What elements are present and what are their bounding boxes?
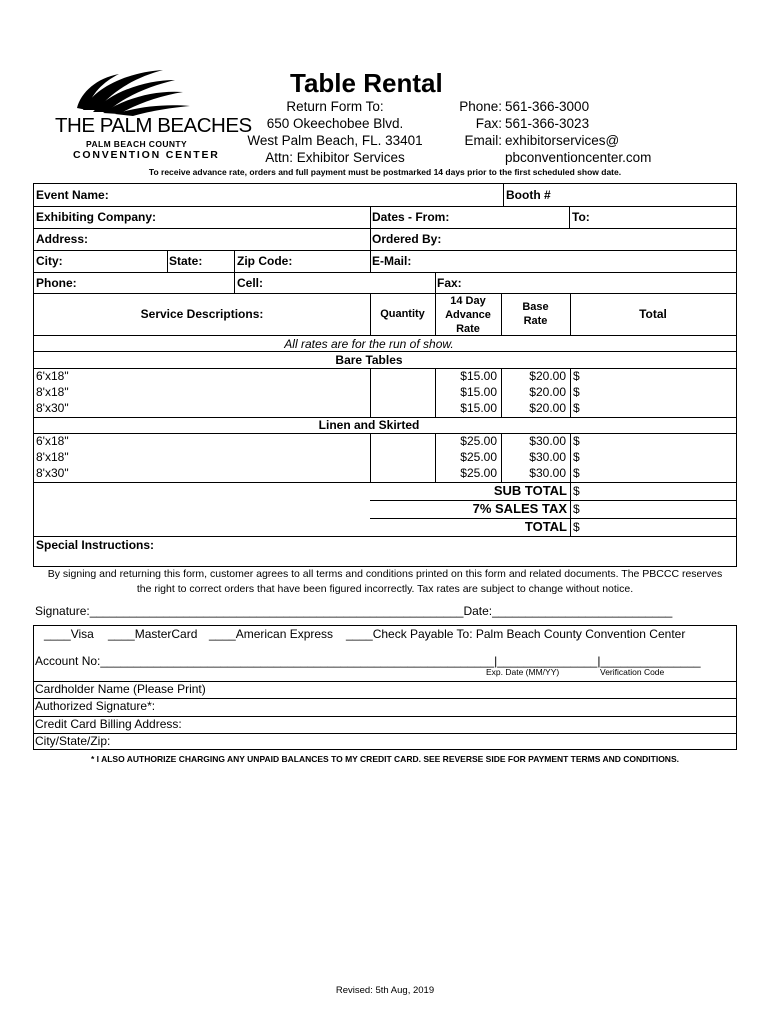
line-total[interactable]: $	[573, 466, 580, 480]
logo-title: THE PALM BEACHES	[55, 114, 252, 137]
line-total[interactable]: $	[573, 450, 580, 464]
postmark-notice: To receive advance rate, orders and full payment must be postmarked 14 days prior to the first scheduled show date.	[148, 167, 622, 177]
base-rate: $20.00	[529, 369, 566, 383]
base-rate: $30.00	[529, 450, 566, 464]
total-label: TOTAL	[524, 519, 567, 534]
exp-date-label: Exp. Date (MM/YY)	[486, 667, 560, 677]
special-instructions-field[interactable]: Special Instructions:	[36, 538, 155, 552]
total-header: Total	[639, 307, 667, 321]
advance-rate-line: Rate	[456, 323, 480, 335]
cardholder-name-field[interactable]: Cardholder Name (Please Print)	[35, 682, 206, 696]
base-rate: $30.00	[529, 434, 566, 448]
advance-rate: $25.00	[460, 434, 497, 448]
phone-label: Phone:	[459, 99, 502, 114]
advance-rate-line: Advance	[445, 309, 491, 321]
subtotal-label: SUB TOTAL	[493, 483, 567, 498]
authorized-signature-field[interactable]: Authorized Signature*:	[35, 699, 156, 713]
base-rate: $20.00	[529, 385, 566, 399]
account-number-field[interactable]: Account No:___________________________________________________________|_______________|_______________	[35, 654, 701, 668]
signature-line	[35, 604, 672, 618]
logo-subtitle-2: CONVENTION CENTER	[73, 149, 220, 161]
advance-rate-header	[435, 294, 501, 336]
section-title: Linen and Skirted	[318, 418, 420, 432]
return-line: West Palm Beach, FL. 33401	[247, 133, 423, 148]
fax-label: Fax:	[475, 116, 502, 131]
city-field[interactable]: City:	[36, 254, 63, 268]
booth-field[interactable]: Booth #	[506, 188, 551, 202]
sales-tax-value[interactable]: $	[573, 502, 580, 516]
fax-field[interactable]: Fax:	[437, 276, 462, 290]
email-value-1: exhibitorservices@	[505, 133, 620, 148]
advance-rate: $15.00	[460, 385, 497, 399]
check-option[interactable]: ____Check Payable To: Palm Beach County Convention Center	[346, 627, 686, 641]
run-of-show-note: All rates are for the run of show.	[284, 337, 454, 351]
state-field[interactable]: State:	[169, 254, 203, 268]
email-value-2: pbconventioncenter.com	[505, 150, 652, 165]
exhibiting-company-field[interactable]: Exhibiting Company:	[36, 210, 156, 224]
advance-rate: $25.00	[460, 450, 497, 464]
contact-labels	[445, 98, 502, 149]
logo	[55, 68, 252, 163]
zip-code-field[interactable]: Zip Code:	[237, 254, 293, 268]
event-name-field[interactable]: Event Name:	[36, 188, 109, 202]
total-value[interactable]: $	[573, 520, 580, 534]
ordered-by-field[interactable]: Ordered By:	[372, 232, 442, 246]
quantity-header: Quantity	[380, 308, 425, 320]
item-description: 6'x18"	[36, 434, 69, 448]
base-rate-line: Rate	[523, 315, 548, 327]
item-description: 8'x18"	[36, 385, 69, 399]
phone-value: 561-366-3000	[505, 99, 590, 114]
item-description: 6'x18"	[36, 369, 69, 383]
palm-frond-icon	[55, 68, 230, 116]
page-title: Table Rental	[290, 68, 443, 98]
base-rate: $30.00	[529, 466, 566, 480]
base-rate-header	[501, 300, 570, 328]
advance-rate: $25.00	[460, 466, 497, 480]
return-address	[240, 98, 430, 166]
sales-tax-label: 7% SALES TAX	[472, 501, 567, 516]
verification-code-label: Verification Code	[600, 667, 665, 677]
phone-field[interactable]: Phone:	[36, 276, 77, 290]
line-total[interactable]: $	[573, 385, 580, 399]
return-line: 650 Okeechobee Blvd.	[266, 116, 404, 131]
signature-field[interactable]: Signature:________________________________________________________	[35, 604, 464, 618]
return-line: Return Form To:	[286, 99, 384, 114]
american-express-option[interactable]: ____American Express	[209, 627, 334, 641]
item-description: 8'x30"	[36, 466, 69, 480]
base-rate-line: Base	[522, 301, 549, 313]
email-field[interactable]: E-Mail:	[372, 254, 412, 268]
base-rate: $20.00	[529, 401, 566, 415]
advance-rate-line: 14 Day	[450, 295, 486, 307]
authorize-note: * I ALSO AUTHORIZE CHARGING ANY UNPAID BALANCES TO MY CREDIT CARD. SEE REVERSE SIDE FOR PAYMENT TERMS AND CONDITIONS.	[91, 754, 679, 764]
line-total[interactable]: $	[573, 434, 580, 448]
visa-option[interactable]: ____Visa	[44, 627, 94, 641]
order-form	[33, 183, 737, 567]
item-description: 8'x18"	[36, 450, 69, 464]
mastercard-option[interactable]: ____MasterCard	[108, 627, 198, 641]
advance-rate: $15.00	[460, 401, 497, 415]
payment-box	[33, 625, 737, 750]
email-label: Email:	[464, 133, 502, 148]
subtotal-value[interactable]: $	[573, 484, 580, 498]
line-total[interactable]: $	[573, 401, 580, 415]
logo-subtitle: PALM BEACH COUNTY	[86, 139, 188, 149]
cell-field[interactable]: Cell:	[237, 276, 264, 290]
line-total[interactable]: $	[573, 369, 580, 383]
item-description: 8'x30"	[36, 401, 69, 415]
advance-rate: $15.00	[460, 369, 497, 383]
date-field[interactable]: Date:___________________________	[463, 604, 673, 618]
billing-address-field[interactable]: Credit Card Billing Address:	[35, 717, 182, 731]
contact-values	[505, 98, 651, 166]
dates-to-field[interactable]: To:	[572, 210, 590, 224]
city-state-zip-field[interactable]: City/State/Zip:	[35, 734, 111, 748]
fax-value: 561-366-3023	[505, 116, 590, 131]
revised-date: Revised: 5th Aug, 2019	[335, 985, 435, 996]
service-descriptions-header: Service Descriptions:	[140, 307, 264, 321]
dates-from-field[interactable]: Dates - From:	[372, 210, 450, 224]
address-field[interactable]: Address:	[36, 232, 89, 246]
section-title: Bare Tables	[335, 353, 403, 367]
return-line: Attn: Exhibitor Services	[265, 150, 405, 165]
terms-paragraph: By signing and returning this form, customer agrees to all terms and conditions printed on this form and related documents. The PBCCC reserves the right to correct orders that have been figured incorrectly. Tax rates are subject to change without notice.	[47, 568, 723, 595]
